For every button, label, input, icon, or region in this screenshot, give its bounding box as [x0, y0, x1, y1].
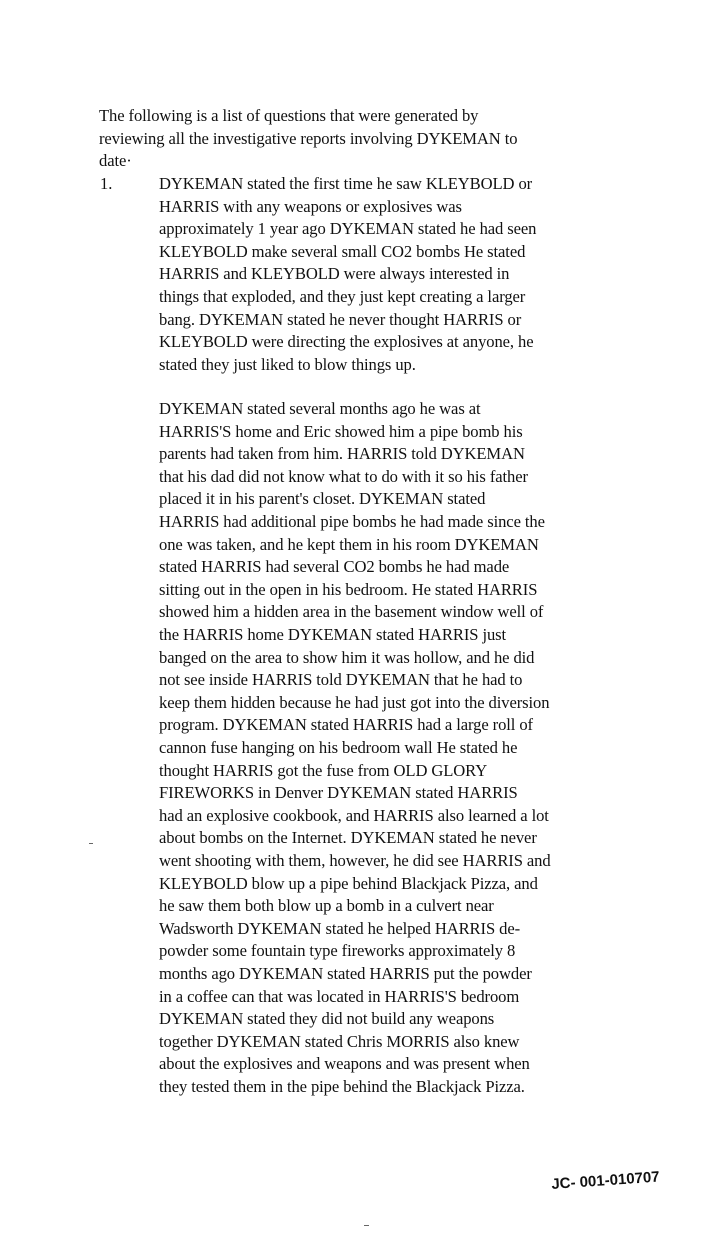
- paragraph-line: one was taken, and he kept them in his room DYKEMAN: [159, 534, 539, 554]
- paragraph-line: about bombs on the Internet. DYKEMAN stated he never: [159, 828, 537, 848]
- paragraph-line: placed it in his parent's closet. DYKEMAN stated: [159, 489, 486, 509]
- paragraph-line: KLEYBOLD were directing the explosives at anyone, he: [159, 332, 534, 352]
- item-number: 1.: [100, 174, 113, 193]
- paragraph-line: banged on the area to show him it was hollow, and he did: [159, 647, 535, 667]
- paragraph-line: HARRIS had additional pipe bombs he had made since the: [159, 512, 545, 531]
- paragraph-line: together DYKEMAN stated Chris MORRIS also knew: [159, 1031, 520, 1051]
- paragraph-line: powder some fountain type fireworks approximately 8: [159, 941, 516, 961]
- paragraph-line: FIREWORKS in Denver DYKEMAN stated HARRIS: [159, 783, 518, 803]
- paragraph-line: not see inside HARRIS told DYKEMAN that he had to: [159, 670, 523, 690]
- intro-line: reviewing all the investigative reports involving DYKEMAN to: [99, 128, 518, 148]
- paragraph-line: parents had taken from him. HARRIS told DYKEMAN: [159, 444, 525, 464]
- paragraph-line: bang. DYKEMAN stated he never thought HARRIS or: [159, 309, 522, 329]
- paragraph-line: HARRIS and KLEYBOLD were always interested in: [159, 264, 510, 284]
- paragraph-line: stated they just liked to blow things up.: [159, 354, 416, 374]
- paragraph-line: cannon fuse hanging on his bedroom wall He stated he: [159, 738, 518, 757]
- paragraph-line: that his dad did not know what to do with it so his father: [159, 466, 528, 486]
- paragraph-line: they tested them in the pipe behind the Blackjack Pizza.: [159, 1077, 525, 1096]
- paragraph-line: sitting out in the open in his bedroom. He stated HARRIS: [159, 579, 538, 599]
- paragraph-line: KLEYBOLD blow up a pipe behind Blackjack Pizza, and: [159, 873, 538, 893]
- scan-speck: [89, 843, 93, 844]
- paragraph-line: had an explosive cookbook, and HARRIS also learned a lot: [159, 805, 549, 825]
- paragraph-line: months ago DYKEMAN stated HARRIS put the powder: [159, 964, 532, 983]
- paragraph-line: about the explosives and weapons and was present when: [159, 1054, 530, 1074]
- intro-line: date·: [99, 151, 132, 171]
- paragraph-line: HARRIS'S home and Eric showed him a pipe bomb his: [159, 421, 523, 441]
- paragraph-line: stated HARRIS had several CO2 bombs he had made: [159, 557, 510, 577]
- intro-line: The following is a list of questions that were generated by: [99, 106, 479, 125]
- paragraph-line: DYKEMAN stated the first time he saw KLEYBOLD or: [159, 174, 533, 193]
- paragraph-line: keep them hidden because he had just got into the diversion: [159, 692, 550, 712]
- paragraph-line: thought HARRIS got the fuse from OLD GLORY: [159, 760, 488, 780]
- paragraph-line: Wadsworth DYKEMAN stated he helped HARRIS de-: [159, 918, 521, 938]
- paragraph-line: program. DYKEMAN stated HARRIS had a large roll of: [159, 715, 533, 735]
- paragraph-line: KLEYBOLD make several small CO2 bombs He stated: [159, 241, 526, 261]
- paragraph-line: in a coffee can that was located in HARRIS'S bedroom: [159, 986, 520, 1006]
- paragraph-line: showed him a hidden area in the basement window well of: [159, 602, 544, 622]
- paragraph-line: went shooting with them, however, he did see HARRIS and: [159, 851, 551, 870]
- paragraph-line: things that exploded, and they just kept creating a larger: [159, 287, 526, 306]
- scan-speck: [364, 1225, 369, 1226]
- paragraph-line: he saw them both blow up a bomb in a culvert near: [159, 896, 494, 916]
- paragraph-line: DYKEMAN stated they did not build any weapons: [159, 1009, 495, 1029]
- paragraph-line: the HARRIS home DYKEMAN stated HARRIS just: [159, 625, 507, 644]
- paragraph-line: DYKEMAN stated several months ago he was at: [159, 399, 481, 418]
- bates-stamp: JC- 001-010707: [550, 1168, 661, 1193]
- paragraph-line: approximately 1 year ago DYKEMAN stated he had seen: [159, 219, 537, 239]
- paragraph-line: HARRIS with any weapons or explosives was: [159, 196, 462, 216]
